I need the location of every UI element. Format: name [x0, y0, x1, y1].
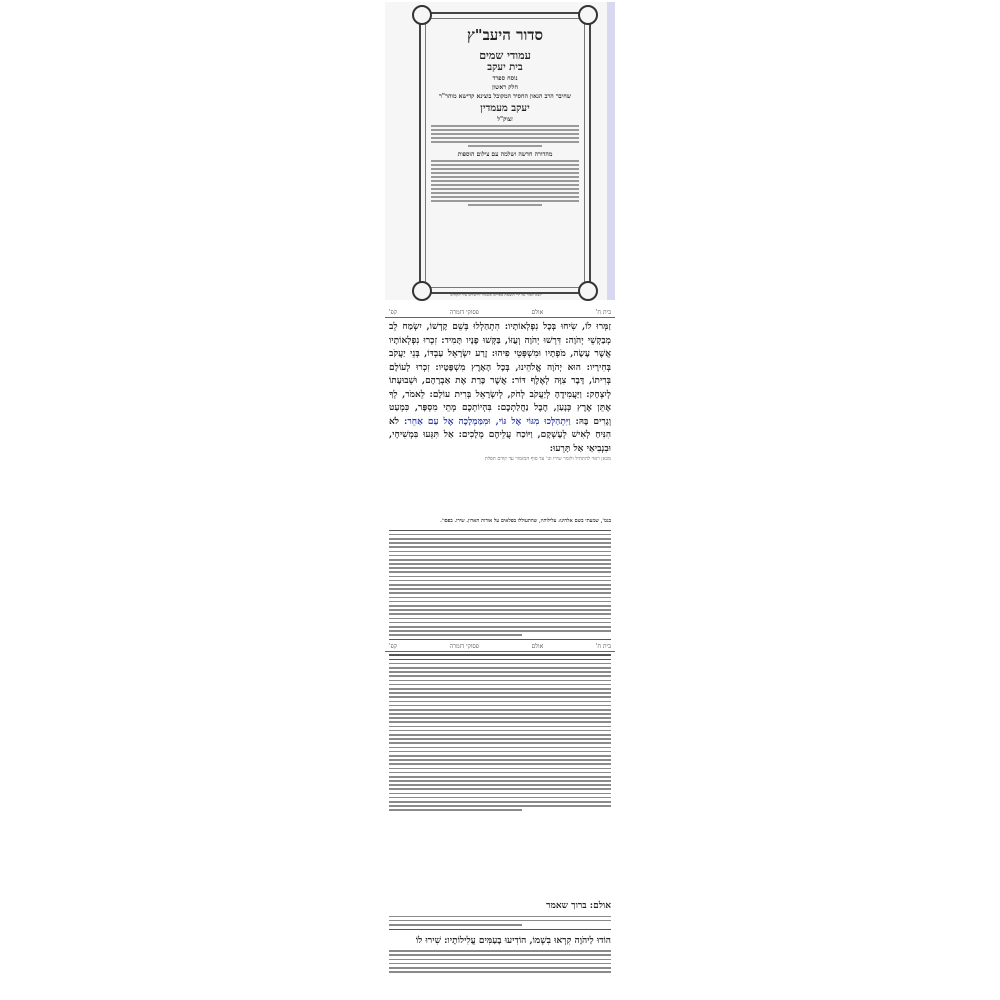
publisher-line: יוצא לאור על ידי הוצאת ספרים אשכול ירושלים עיר הקודש — [450, 292, 542, 297]
section-lines — [385, 916, 615, 926]
frame-ornament-icon — [412, 5, 432, 25]
title-page-image — [385, 2, 615, 300]
page-number: קפ' — [389, 642, 398, 650]
fine-print-block — [431, 125, 579, 147]
page-number: קפ' — [389, 309, 398, 316]
verse-main: זַמְּרוּ לוֹ, שִׂיחוּ בְּכָל נִפְלְאוֹתָיו: הִתְהַלְלוּ בְּשֵׁם קָדְשׁוֹ, יִשְׂמַח לֵב מְבַקְשֵׁי יְהֹוָה: דִּרְשׁוּ יְהֹוָה וְעֻזּוֹ, בַּקְּשׁוּ פָנָיו תָּמִיד: זִכְרוּ נִפְלְאוֹתָיו אֲשֶׁר עָשָׂה, מֹפְתָיו וּמִשְׁפְּטֵי פִיהוּ: זֶרַע יִשְׂרָאֵל עַבְדּוֹ, בְּנֵי יַעֲקֹב בְּחִירָיו: הוּא יְהֹוָה אֱלֹהֵינוּ, בְּכָל הָאָרֶץ מִשְׁפָּטָיו: זִכְרוּ לְעוֹלָם בְּרִיתוֹ, דָּבָר צִוָּה לְאֶלֶף דּוֹר: אֲשֶׁר כָּרַת אֶת אַבְרָהָם, וּשְׁבוּעָתוֹ לְיִצְחָק: וַיַּעֲמִידֶהָ לְיַעֲקֹב לְחֹק, לְיִשְׂרָאֵל בְּרִית עוֹלָם: לֵאמֹר, לְךָ אֶתֵּן אֶרֶץ כְּנָעַן, חֶבֶל נַחֲלַתְכֶם: בִּהְיוֹתְכֶם מְתֵי מִסְפָּר, כִּמְעַט וְגָרִים בָּהּ: — [389, 322, 612, 427]
author-suffix: זצוק"ל — [497, 116, 513, 123]
verse-end: לֹא הִנִּיחַ לְאִישׁ לְעָשְׁקָם, וַיּוֹכַח עֲלֵיהֶם מְלָכִים: אַל תִּגְּעוּ בִּמְשִׁיחָי, וּבִנְבִיאַי אַל תָּרֵעוּ: — [389, 416, 611, 454]
book-subtitle: עמודי שמים — [479, 49, 531, 62]
running-head-far: אולם — [531, 309, 544, 316]
running-head — [385, 309, 615, 318]
notes-lines — [385, 654, 615, 811]
text-page-3 — [385, 898, 615, 998]
running-head-2 — [385, 643, 615, 652]
part-label: חלק ראשון — [492, 84, 518, 91]
commentary-lines — [385, 530, 615, 636]
nusach-label: נוסח ספרד — [492, 75, 518, 82]
frame-ornament-icon — [578, 281, 598, 301]
text-page-1 — [385, 309, 615, 517]
ornamental-frame — [419, 12, 591, 294]
text-page-2 — [385, 515, 615, 860]
running-head-chapter: בית ח' — [595, 309, 611, 316]
commentary-block — [385, 515, 615, 527]
author-intro: שחיבר הרב הגאון החסיד המקובל בוצינא קדישא מוהר"ר — [438, 93, 572, 100]
edition-details — [431, 160, 579, 206]
commentary-lead: בגמ', שמעתי בשם אלהינו: עלילותיו, שהתעוללו בפלאים על אודות הארון. שירו. בפסו'. — [440, 518, 611, 524]
frame-ornament-icon — [412, 281, 432, 301]
author-name: יעקב מעמדין — [480, 103, 530, 114]
verse-text — [385, 318, 615, 456]
book-subtitle-2: בית יעקב — [487, 62, 523, 73]
book-title: סדור היעב"ץ — [466, 26, 544, 44]
bottom-verse: הוֹדוּ לַיהֹוָה קִרְאוּ בִשְׁמוֹ, הוֹדִיעוּ בָעַמִּים עֲלִילוֹתָיו: שִׁירוּ לוֹ — [415, 935, 611, 946]
running-head-chapter: בית ח' — [595, 642, 611, 650]
bottom-lines — [385, 950, 615, 973]
frame-ornament-icon — [578, 5, 598, 25]
edition-label: מהדורה חדשה ושלמה עם צילום הוספות — [457, 151, 553, 158]
running-head-section: פסוקי דזמרה — [449, 642, 479, 650]
section-heading: אולם: ברוך שאמר — [546, 901, 611, 911]
running-head-far: אולם — [531, 642, 544, 650]
gray-note: מכאן ראוי להתחיל ולומר שירו וגו' עד סוף המזמור עד קודם תפלת — [484, 456, 611, 462]
running-head-section: פסוקי דזמרה — [449, 309, 479, 316]
verse-highlighted: וַיִּתְהַלְּכוּ מִגּוֹי אֶל גּוֹי, וּמִמַּמְלָכָה אֶל עַם אַחֵר: — [404, 416, 571, 427]
